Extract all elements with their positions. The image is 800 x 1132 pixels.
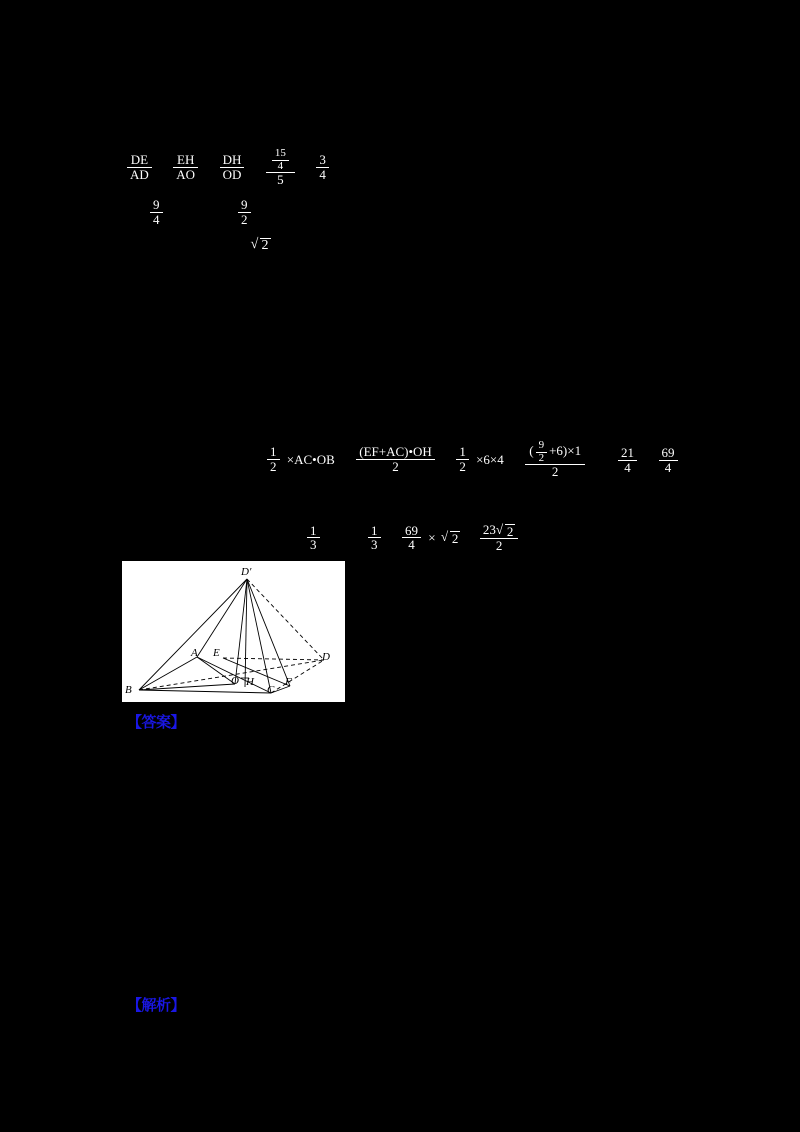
fraction-dh-od: $\frac{DH}{OD}$ [220,153,245,181]
sqrt-term-3root2: 3 √ 2 [240,238,283,253]
times-sign: × [428,530,436,546]
fraction-21-4: $\frac{21}{4}$ [618,446,637,474]
fraction-9-2-standalone [236,198,265,226]
fraction-69-4: $\frac{69}{4}$ [659,446,678,474]
fraction-eh-ao: $\frac{EH}{AO}$ [173,153,198,181]
fraction-3-4: $\frac{3}{4}$ [316,153,329,181]
equation-ratio-chain [125,148,331,187]
fraction-de-ad: $\frac{DE}{AD}$ [127,153,152,181]
equation-volume-expression [305,523,533,553]
fraction-9-2: $\frac{9}{2}$ [238,198,251,226]
heading-analysis: 【解析】 [127,997,186,1014]
glyph-box-8 [342,454,349,465]
equation-area-expression [265,440,587,479]
equation-result-21-69 [616,446,680,474]
fraction-9-4-standalone [148,198,177,226]
glyph-box-7 [276,248,281,253]
figure-label-B: B [125,684,132,696]
fraction-9-2-inner: $\frac{9}{2}$ [536,440,548,464]
figure-label-D-prime: D′ [241,566,252,578]
fraction-15-4: $\frac{15}{4}$ [272,148,289,172]
glyph-box-1 [159,162,166,173]
fraction-one-half-a: $\frac{1}{2}$ [267,445,280,473]
stray-mark [378,1010,384,1016]
square-root-3: √ 2 [496,524,516,539]
figure-label-A: A [191,647,198,659]
glyph-box-6 [258,221,263,226]
square-root-2: √ 2 [441,531,461,545]
geometry-figure [122,561,345,702]
heading-answer: 【答案】 [127,714,186,731]
glyph-box-12 [327,537,361,539]
glyph-box-2 [205,162,212,173]
fraction-one-half-b: $\frac{1}{2}$ [456,445,469,473]
fraction-15over4-over-5: $\frac{\frac{15}{4}}{5}$ [266,148,295,187]
figure-label-F: F [285,676,292,688]
operand-6-times-4: ×6×4 [476,451,504,467]
glyph-box-14 [466,532,473,543]
fraction-one-third-a: $\frac{1}{3}$ [307,524,320,552]
glyph-box-13 [388,532,395,543]
operand-ac-ob: ×AC•OB [286,451,335,467]
fraction-23root2-2: $\frac{23 √ 2}{2}$ [480,523,519,553]
fraction-one-third-b: $\frac{1}{3}$ [368,524,381,552]
fraction-ef-ac-oh: $\frac{(EF+AC)•OH}{2}$ [356,445,435,473]
square-root: √ 2 [251,238,271,253]
figure-label-D: D [322,651,330,663]
figure-label-C: C [267,684,275,696]
figure-label-O: O [231,675,239,687]
fraction-9-4: $\frac{9}{4}$ [150,198,163,226]
glyph-box-10 [511,454,518,465]
glyph-box-4 [302,162,309,173]
fraction-9over2-plus6: ( $\frac{9}{2}$ +6)×1 2 [525,440,585,479]
glyph-box-9 [442,454,449,465]
glyph-box-15 [526,548,531,553]
glyph-box-11 [644,455,651,466]
glyph-box-3 [252,162,259,173]
figure-label-E: E [213,647,220,659]
glyph-box-5 [170,221,175,226]
figure-label-H: H [246,676,254,688]
fraction-69-4-b: $\frac{69}{4}$ [402,524,421,552]
